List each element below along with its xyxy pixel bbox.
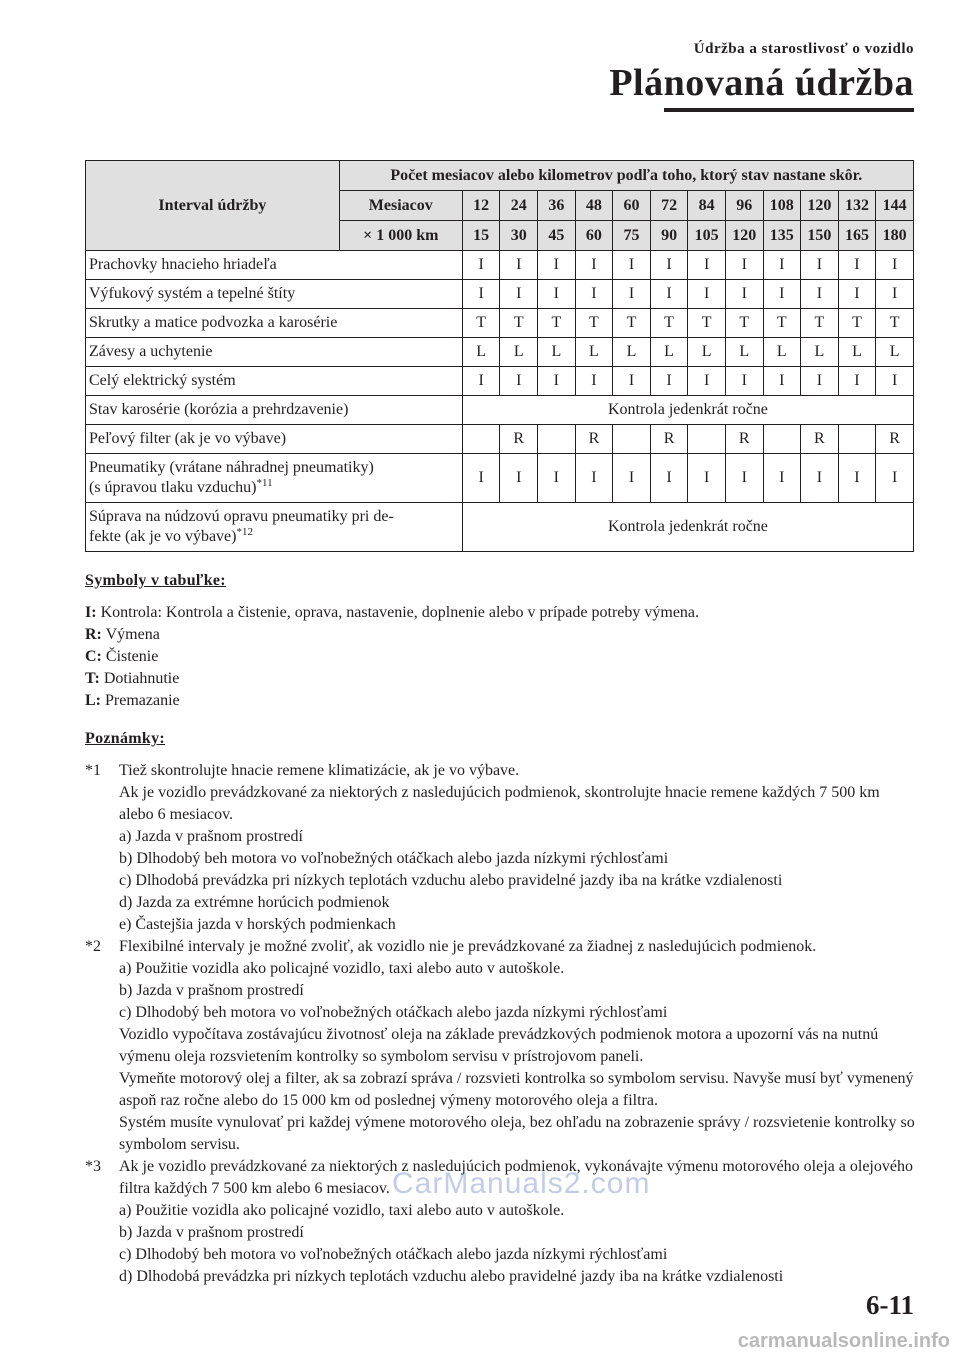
footer-site-label: carmanualsonline.info: [737, 1330, 950, 1352]
month-cell: 108: [763, 191, 801, 221]
month-cell: 48: [575, 191, 613, 221]
schedule-cell: I: [538, 367, 576, 396]
table-row: [86, 309, 914, 338]
schedule-cell: I: [688, 280, 726, 309]
note-line: Vymeňte motorový olej a filter, ak sa zobrazí správa / rozsvieti kontrolka so symbolom servisu. Navyše musí byť vymenený aspoň raz ročne alebo do 15 000 km od poslednej výmeny motorového oleja a filtra.: [119, 1070, 914, 1109]
km-cell: 135: [763, 221, 801, 251]
schedule-cell: T: [725, 309, 763, 338]
schedule-cell: T: [876, 309, 914, 338]
item-cell: [86, 503, 463, 552]
km-cell: 105: [688, 221, 726, 251]
schedule-cell: I: [725, 251, 763, 280]
page-number: 6-11: [865, 1290, 914, 1320]
note-line: Ak je vozidlo prevádzkované za niektorých z nasledujúcich podmienok, vykonávajte výmenu motorového oleja a olejového filtra každých 7 500 km alebo 6 mesiacov.: [119, 1158, 913, 1197]
note-line: c) Dlhodobý beh motora vo voľnobežných otáčkach alebo jazda nízkymi rýchlosťami: [119, 1246, 668, 1263]
schedule-cell: I: [575, 367, 613, 396]
months-label: Mesiacov: [339, 191, 462, 221]
schedule-cell: I: [763, 251, 801, 280]
table-row: [86, 280, 914, 309]
schedule-cell: I: [838, 367, 876, 396]
km-cell: 165: [838, 221, 876, 251]
note-line: d) Dlhodobá prevádzka pri nízkych teplotách vzduchu alebo pravidelné jazdy iba na krátke vzdialenosti: [119, 1268, 784, 1285]
schedule-cell: I: [462, 454, 500, 503]
symbol-item: [85, 624, 915, 646]
symbols-list: [85, 602, 915, 712]
schedule-cell: I: [575, 251, 613, 280]
schedule-cell: I: [462, 251, 500, 280]
note-line: b) Jazda v prašnom prostredí: [119, 982, 304, 999]
schedule-cell: L: [462, 338, 500, 367]
note-line: Tiež skontrolujte hnacie remene klimatizácie, ak je vo výbave.: [119, 762, 520, 779]
schedule-cell: I: [725, 367, 763, 396]
schedule-cell: I: [801, 454, 839, 503]
symbol-text: Premazanie: [105, 692, 180, 709]
table-row: [86, 503, 914, 552]
note-line: a) Použitie vozidla ako policajné vozidlo, taxi alebo auto v autoškole.: [119, 960, 565, 977]
schedule-cell: [763, 425, 801, 454]
note-line: b) Dlhodobý beh motora vo voľnobežných otáčkach alebo jazda nízkymi rýchlosťami: [119, 850, 669, 867]
schedule-cell: L: [575, 338, 613, 367]
schedule-cell: I: [763, 367, 801, 396]
symbol-key: I:: [85, 604, 97, 621]
annual-check-cell: Kontrola jedenkrát ročne: [462, 503, 913, 552]
schedule-cell: R: [801, 425, 839, 454]
note-2: [85, 936, 915, 1156]
schedule-cell: I: [613, 367, 651, 396]
schedule-cell: I: [650, 367, 688, 396]
table-row: [86, 251, 914, 280]
watermark: CarManuals2.com: [392, 1167, 651, 1200]
symbol-item: [85, 690, 915, 712]
schedule-cell: [462, 425, 500, 454]
notes-heading: Poznámky:: [85, 730, 166, 747]
schedule-cell: I: [613, 280, 651, 309]
table-row: [86, 454, 914, 503]
schedule-cell: R: [575, 425, 613, 454]
symbol-key: T:: [85, 670, 100, 687]
item-line: Súprava na núdzovú opravu pneumatiky pri de-: [89, 508, 394, 525]
footnote-ref: *12: [236, 526, 253, 538]
schedule-cell: I: [462, 280, 500, 309]
schedule-cell: I: [538, 280, 576, 309]
schedule-cell: L: [725, 338, 763, 367]
symbols-section: [85, 570, 915, 712]
schedule-cell: [613, 425, 651, 454]
schedule-cell: I: [838, 454, 876, 503]
month-cell: 36: [538, 191, 576, 221]
schedule-cell: T: [613, 309, 651, 338]
item-cell: Závesy a uchytenie: [86, 338, 463, 367]
symbol-text: Dotiahnutie: [103, 670, 180, 687]
month-cell: 60: [613, 191, 651, 221]
note-line: Systém musíte vynulovať pri každej výmene motorového oleja, bez ohľadu na zobrazenie správy / rozsvietenie kontrolky so symbolom servisu.: [119, 1114, 915, 1153]
month-cell: 12: [462, 191, 500, 221]
note-line: Flexibilné intervaly je možné zvoliť, ak vozidlo nie je prevádzkované za žiadnej z nasledujúcich podmienok.: [119, 938, 817, 955]
symbol-key: L:: [85, 692, 101, 709]
schedule-cell: T: [500, 309, 538, 338]
schedule-cell: I: [725, 280, 763, 309]
item-line: (s úpravou tlaku vzduchu): [89, 479, 257, 496]
schedule-cell: I: [838, 280, 876, 309]
symbol-text: Kontrola: Kontrola a čistenie, oprava, nastavenie, doplnenie alebo v prípade potreby výmena.: [100, 604, 700, 621]
schedule-cell: I: [613, 251, 651, 280]
schedule-cell: I: [613, 454, 651, 503]
maintenance-schedule-table: [85, 160, 914, 552]
annual-check-cell: Kontrola jedenkrát ročne: [462, 396, 913, 425]
schedule-cell: T: [462, 309, 500, 338]
month-cell: 120: [801, 191, 839, 221]
schedule-cell: L: [538, 338, 576, 367]
km-cell: 45: [538, 221, 576, 251]
schedule-cell: T: [763, 309, 801, 338]
schedule-cell: R: [650, 425, 688, 454]
item-line: Pneumatiky (vrátane náhradnej pneumatiky): [89, 459, 374, 476]
item-cell: Celý elektrický systém: [86, 367, 463, 396]
schedule-cell: I: [500, 251, 538, 280]
schedule-cell: T: [575, 309, 613, 338]
symbol-key: C:: [85, 648, 102, 665]
schedule-cell: I: [876, 367, 914, 396]
schedule-cell: I: [801, 280, 839, 309]
table-row: [86, 396, 914, 425]
schedule-cell: I: [688, 367, 726, 396]
km-cell: 60: [575, 221, 613, 251]
schedule-cell: [688, 425, 726, 454]
interval-caption: Počet mesiacov alebo kilometrov podľa toho, ktorý stav nastane skôr.: [339, 161, 913, 191]
schedule-cell: T: [838, 309, 876, 338]
schedule-cell: I: [500, 367, 538, 396]
schedule-cell: L: [500, 338, 538, 367]
item-line: fekte (ak je vo výbave): [89, 528, 237, 545]
schedule-cell: I: [763, 454, 801, 503]
schedule-cell: I: [650, 280, 688, 309]
schedule-cell: I: [500, 280, 538, 309]
km-cell: 150: [801, 221, 839, 251]
schedule-cell: L: [613, 338, 651, 367]
km-cell: 30: [500, 221, 538, 251]
month-cell: 24: [500, 191, 538, 221]
month-cell: 96: [725, 191, 763, 221]
symbol-item: [85, 668, 915, 690]
note-line: Vozidlo vypočítava zostávajúcu životnosť oleja na základe prevádzkových podmienok motora a upozorní vás na nutnú výmenu oleja rozsvietením kontrolky so symbolom servisu v prístrojovom paneli.: [119, 1026, 879, 1065]
schedule-cell: I: [500, 454, 538, 503]
month-cell: 84: [688, 191, 726, 221]
schedule-cell: I: [688, 251, 726, 280]
schedule-cell: T: [688, 309, 726, 338]
footnote-ref: *11: [256, 477, 273, 489]
item-cell: Stav karosérie (korózia a prehrdzavenie): [86, 396, 463, 425]
note-line: a) Použitie vozidla ako policajné vozidlo, taxi alebo auto v autoškole.: [119, 1202, 565, 1219]
header-rule: [664, 108, 914, 112]
page-title: Plánovaná údržba: [609, 62, 914, 104]
note-line: d) Jazda za extrémne horúcich podmienok: [119, 894, 390, 911]
interval-header: Interval údržby: [86, 161, 340, 251]
km-cell: 75: [613, 221, 651, 251]
symbol-key: R:: [85, 626, 102, 643]
table-row: [86, 338, 914, 367]
schedule-cell: I: [801, 367, 839, 396]
km-label: × 1 000 km: [339, 221, 462, 251]
notes-section: [85, 728, 915, 1288]
symbol-text: Čistenie: [105, 648, 159, 665]
schedule-cell: R: [725, 425, 763, 454]
schedule-cell: T: [801, 309, 839, 338]
month-cell: 132: [838, 191, 876, 221]
schedule-cell: L: [763, 338, 801, 367]
item-cell: [86, 454, 463, 503]
km-cell: 120: [725, 221, 763, 251]
schedule-cell: R: [876, 425, 914, 454]
note-line: b) Jazda v prašnom prostredí: [119, 1224, 304, 1241]
note-1-mark: *1: [85, 762, 101, 779]
schedule-cell: I: [801, 251, 839, 280]
schedule-cell: I: [763, 280, 801, 309]
schedule-cell: I: [876, 454, 914, 503]
schedule-cell: I: [725, 454, 763, 503]
note-line: c) Dlhodobý beh motora vo voľnobežných otáčkach alebo jazda nízkymi rýchlosťami: [119, 1004, 668, 1021]
schedule-cell: L: [801, 338, 839, 367]
schedule-cell: R: [500, 425, 538, 454]
symbols-heading: Symboly v tabuľke:: [85, 572, 226, 589]
schedule-cell: I: [575, 280, 613, 309]
schedule-cell: I: [650, 454, 688, 503]
schedule-cell: I: [876, 280, 914, 309]
symbol-item: [85, 646, 915, 668]
table-row: [86, 425, 914, 454]
schedule-cell: I: [538, 454, 576, 503]
month-cell: 72: [650, 191, 688, 221]
symbol-item: [85, 602, 915, 624]
note-line: e) Častejšia jazda v horských podmienkach: [119, 916, 396, 933]
schedule-cell: I: [838, 251, 876, 280]
item-cell: Výfukový systém a tepelné štíty: [86, 280, 463, 309]
schedule-cell: I: [650, 251, 688, 280]
schedule-cell: I: [876, 251, 914, 280]
schedule-cell: I: [688, 454, 726, 503]
schedule-cell: L: [688, 338, 726, 367]
schedule-cell: I: [462, 367, 500, 396]
schedule-cell: T: [650, 309, 688, 338]
item-cell: Prachovky hnacieho hriadeľa: [86, 251, 463, 280]
schedule-cell: T: [538, 309, 576, 338]
schedule-cell: I: [538, 251, 576, 280]
km-cell: 180: [876, 221, 914, 251]
note-line: Ak je vozidlo prevádzkované za niektorých z nasledujúcich podmienok, skontrolujte hnacie remene každých 7 500 km alebo 6 mesiacov.: [119, 784, 880, 823]
note-2-mark: *2: [85, 938, 101, 955]
schedule-cell: L: [838, 338, 876, 367]
schedule-cell: [538, 425, 576, 454]
schedule-cell: L: [650, 338, 688, 367]
schedule-cell: [838, 425, 876, 454]
note-1: [85, 760, 915, 936]
note-3-mark: *3: [85, 1158, 101, 1175]
schedule-cell: I: [575, 454, 613, 503]
table-row: [86, 367, 914, 396]
km-cell: 15: [462, 221, 500, 251]
note-line: a) Jazda v prašnom prostredí: [119, 828, 303, 845]
item-cell: Peľový filter (ak je vo výbave): [86, 425, 463, 454]
note-line: c) Dlhodobá prevádzka pri nízkych teplotách vzduchu alebo pravidelné jazdy iba na krátke vzdialenosti: [119, 872, 783, 889]
section-title: Údržba a starostlivosť o vozidlo: [693, 41, 914, 57]
km-cell: 90: [650, 221, 688, 251]
item-cell: Skrutky a matice podvozka a karosérie: [86, 309, 463, 338]
month-cell: 144: [876, 191, 914, 221]
symbol-text: Výmena: [105, 626, 160, 643]
schedule-cell: L: [876, 338, 914, 367]
